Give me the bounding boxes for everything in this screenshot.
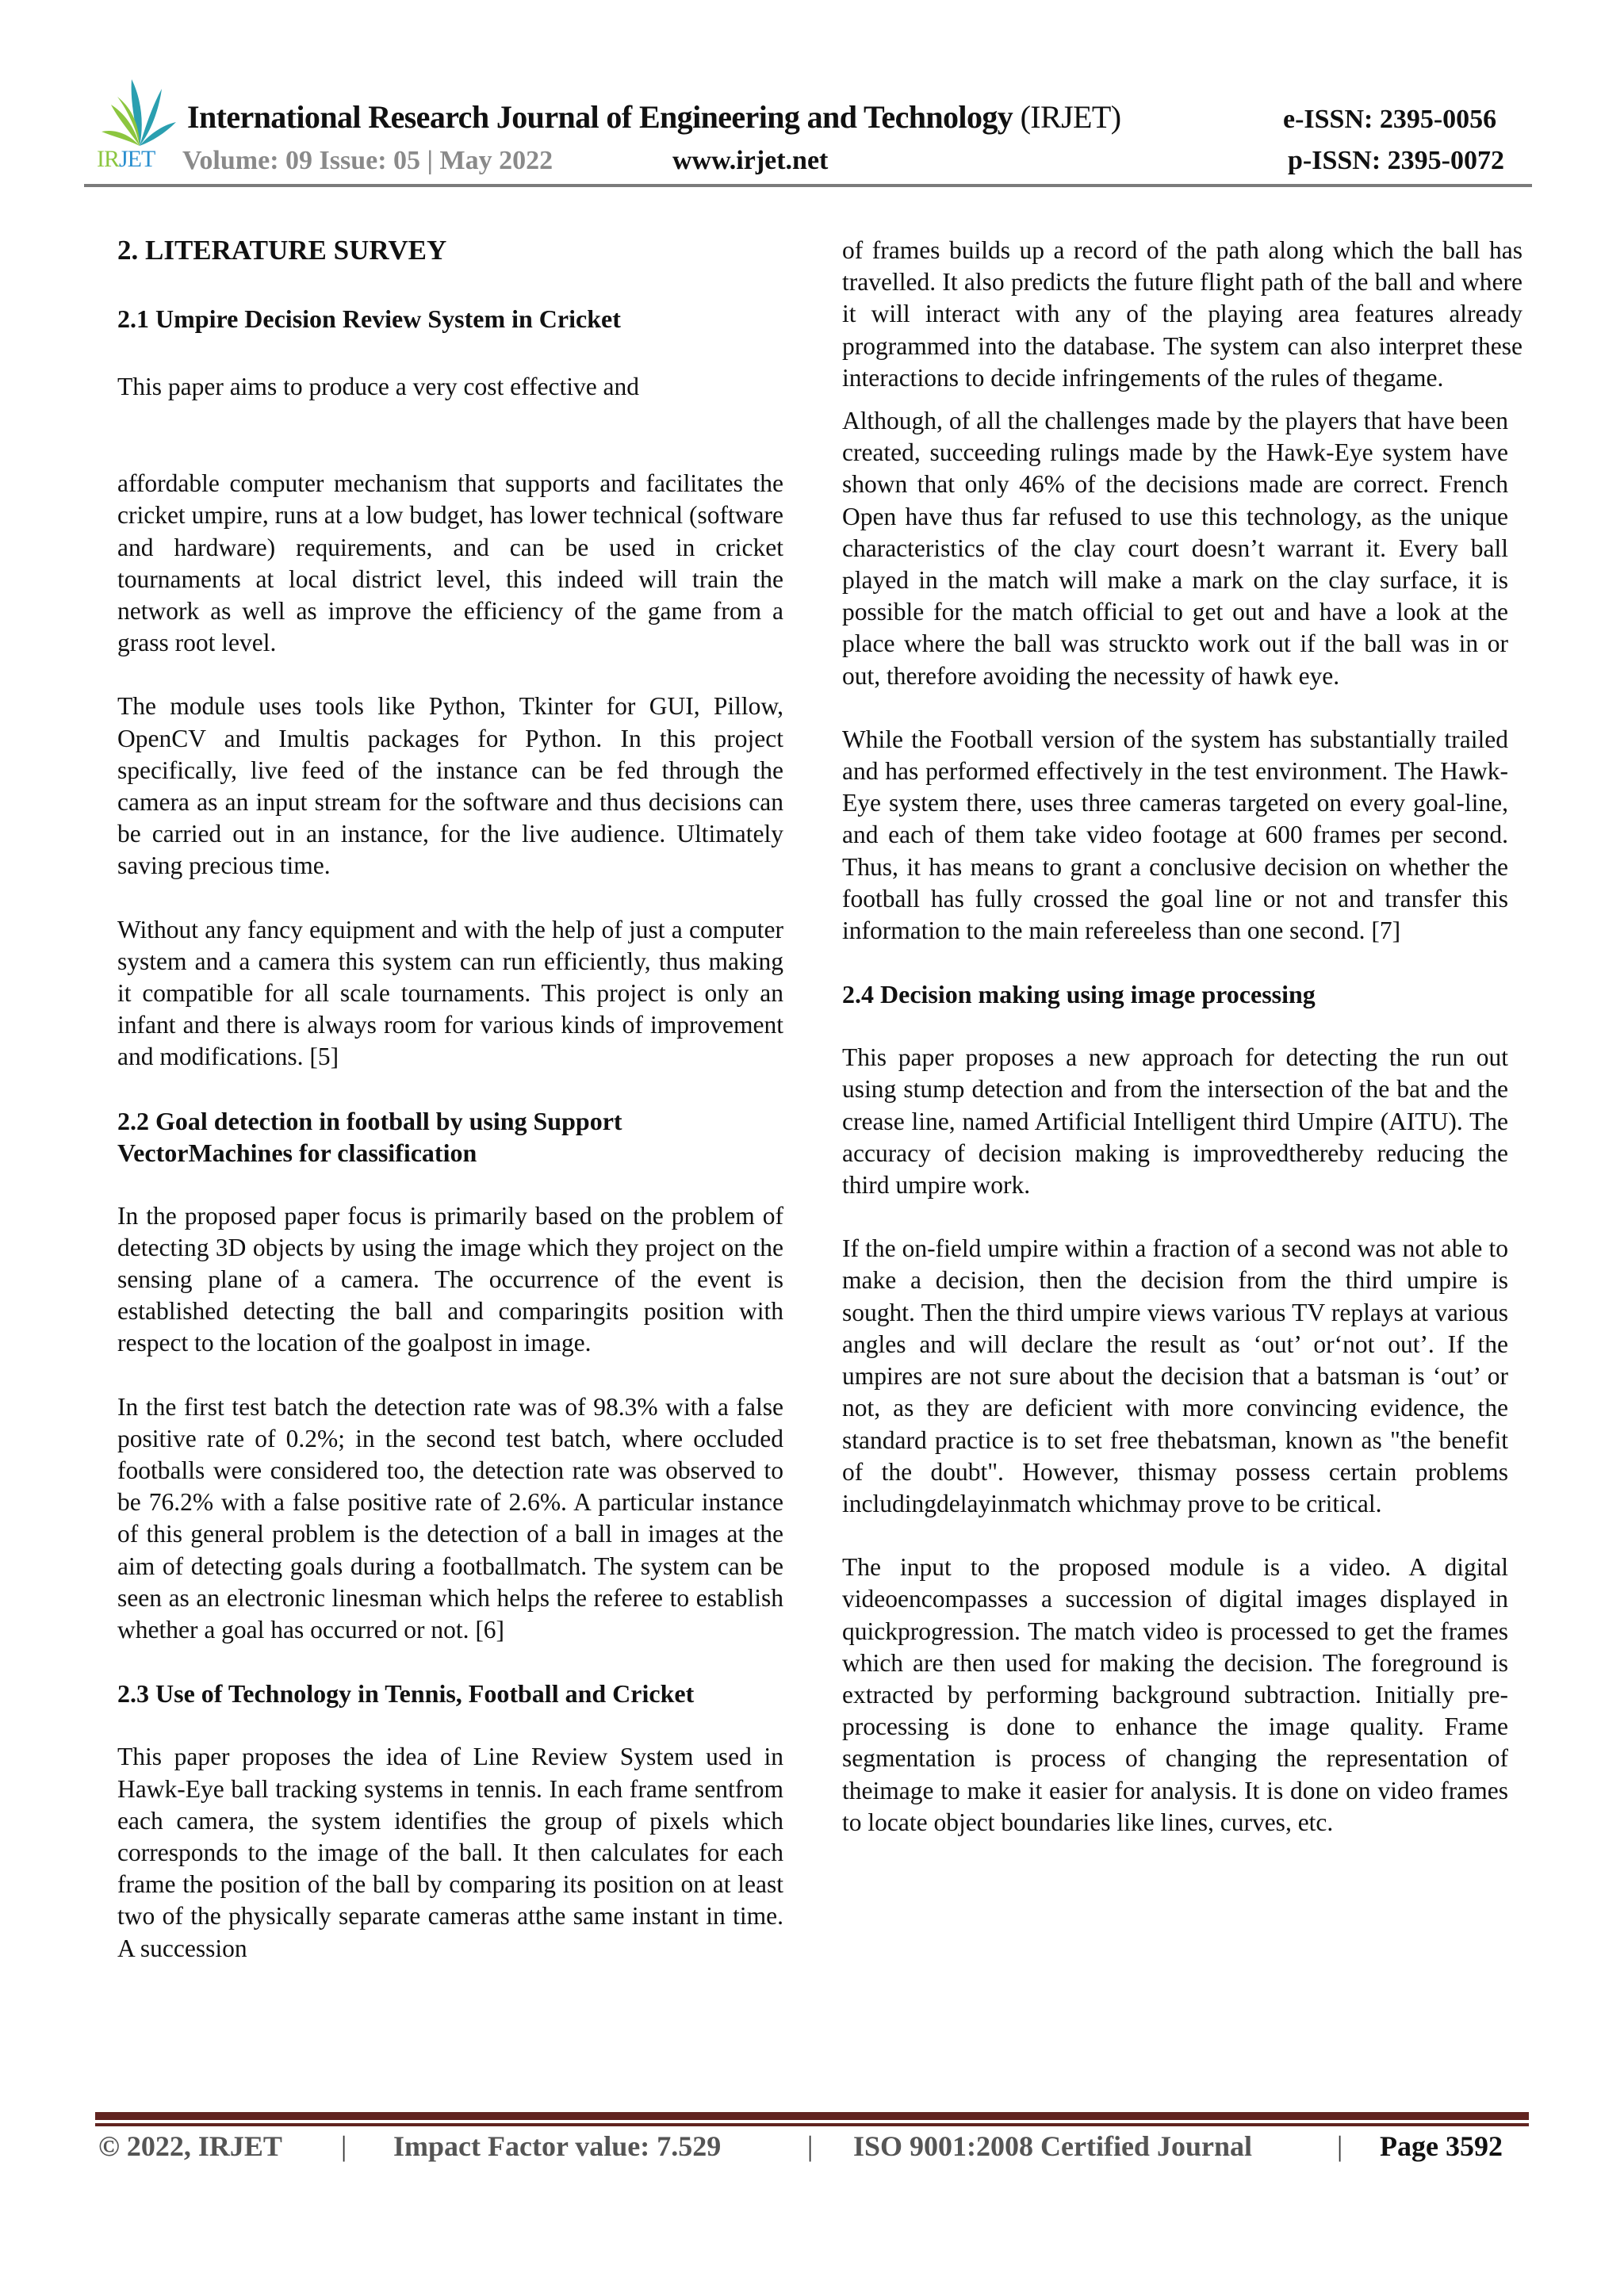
footer-separator: | bbox=[341, 2130, 347, 2162]
volume-issue: Volume: 09 Issue: 05 | May 2022 bbox=[182, 146, 553, 175]
subsection-title-2-1: 2.1 Umpire Decision Review System in Cricket bbox=[117, 304, 621, 333]
footer-separator: | bbox=[807, 2130, 814, 2162]
footer-divider-thin bbox=[95, 2123, 1529, 2126]
paragraph: The input to the proposed module is a video. A digital videoencompasses a succession of digital images displayed in quickprogression. The match video is processed to get the frames which are then used for making the decision. The foreground is extracted by performing background subtraction. Initially pre-processing is done to enhance the image quality. Frame segmentation is process of changing the representation of theimage to make it easier for analysis. It is done on video frames to locate object boundaries like lines, curves, etc. bbox=[842, 1553, 1508, 1836]
e-issn: e-ISSN: 2395-0056 bbox=[1283, 105, 1497, 134]
footer-iso-certification: ISO 9001:2008 Certified Journal bbox=[853, 2130, 1252, 2162]
footer-page-number: Page 3592 bbox=[1380, 2130, 1503, 2162]
paragraph: While the Football version of the system has substantially trailed and has performed effectively in the test environment. The Hawk-Eye system there, uses three cameras targeted on every goal-line, and each of them take video footage at 600 frames per second. Thus, it has means to grant a conclusive decision on whether the football has fully crossed the goal line or not and transfer this information to the main refereeless than one second. [7] bbox=[842, 725, 1508, 945]
paragraph: of frames builds up a record of the path along which the ball has travelled. It also predicts the future flight path of the ball and where it will interact with any of the playing area features already programmed into the database. The system can also interpret these interactions to decide infringements of the rules of thegame. bbox=[842, 236, 1522, 392]
paragraph: affordable computer mechanism that supports and facilitates the cricket umpire, runs at a low budget, has lower technical (software and hardware) requirements, and can be used in cricket tournaments at local district level, this indeed will train the network as well as improve the efficiency of the game from a grass root level. bbox=[117, 469, 783, 657]
page-footer bbox=[98, 2130, 1532, 2169]
subsection-title-2-3: 2.3 Use of Technology in Tennis, Football and Cricket bbox=[117, 1679, 695, 1709]
footer-separator: | bbox=[1337, 2130, 1343, 2162]
journal-header bbox=[94, 76, 1532, 187]
p-issn: p-ISSN: 2395-0072 bbox=[1288, 146, 1504, 175]
paragraph: This paper proposes the idea of Line Review System used in Hawk-Eye ball tracking systems in tennis. In each frame sentfrom each camera, the system identifies the group of pixels which corresponds to the image of the ball. It then calculates for each frame the position of the ball by comparing its position on at least two of the physically separate cameras atthe same instant in time. A succession bbox=[117, 1743, 783, 1962]
paragraph: This paper aims to produce a very cost effective and bbox=[117, 373, 640, 400]
paragraph: The module uses tools like Python, Tkinter for GUI, Pillow, OpenCV and Imultis packages for Python. In this project specifically, live feed of the instance can be fed through the camera as an input stream for the software and thus decisions can be carried out in an instance, for the live audience. Ultimately saving precious time. bbox=[117, 692, 783, 880]
left-column bbox=[117, 235, 783, 1965]
leaf-logo-icon bbox=[100, 76, 179, 147]
logo-wordmark: IRJET bbox=[97, 146, 155, 172]
footer-impact-factor: Impact Factor value: 7.529 bbox=[393, 2130, 722, 2162]
journal-website-link[interactable]: www.irjet.net bbox=[672, 146, 829, 175]
paragraph: Although, of all the challenges made by the players that have been created, succeeding rulings made by the Hawk-Eye system have shown that only 46% of the decisions made are correct. French Open have thus far refused to use this technology, as the unique characteristics of the clay court doesn’t warrant it. Every ball played in the match will make a mark on the clay surface, it is possible for the match official to get out and have a look at the place where the ball was struckto work out if the ball was in or out, therefore avoiding the necessity of hawk eye. bbox=[842, 407, 1508, 690]
paragraph: In the first test batch the detection rate was of 98.3% with a false positive rate of 0.2%; in the second test batch, where occluded footballs were considered too, the detection rate was observed to be 76.2% with a false positive rate of 2.6%. A particular instance of this general problem is the detection of a ball in images at the aim of detecting goals during a footballmatch. The system can be seen as an electronic linesman which helps the referee to establish whether a goal has occurred or not. [6] bbox=[117, 1392, 783, 1644]
paragraph: This paper proposes a new approach for detecting the run out using stump detection and from the intersection of the bat and the crease line, named Artificial Intelligent third Umpire (AITU). The accuracy of decision making is improvedthereby reducing the third umpire work. bbox=[842, 1043, 1508, 1200]
right-column bbox=[842, 235, 1522, 1839]
irjet-logo bbox=[94, 76, 182, 179]
journal-title: International Research Journal of Engineering and Technology (IRJET) bbox=[187, 99, 1121, 135]
paragraph: Without any fancy equipment and with the help of just a computer system and a camera this system can run efficiently, thus making it compatible for all scale tournaments. This project is only an infant and there is always room for various kinds of improvement and modifications. [5] bbox=[117, 915, 783, 1071]
header-divider bbox=[84, 184, 1532, 187]
subsection-title-2-4: 2.4 Decision making using image processing bbox=[842, 980, 1316, 1009]
section-title-literature-survey: 2. LITERATURE SURVEY bbox=[117, 235, 447, 266]
journal-abbreviation: (IRJET) bbox=[1020, 99, 1121, 135]
footer-divider bbox=[95, 2112, 1529, 2120]
paragraph: If the on-field umpire within a fraction of a second was not able to make a decision, then the decision from the third umpire is sought. Then the third umpire views various TV replays at various angles and will declare the result as ‘out’ or‘not out’. If the umpires are not sure about the decision that a batsman is ‘out’ or not, as they are deficient with more convincing evidence, the standard practice is to set free thebatsman, known as "the benefit of the doubt". However, thismay possess certain problems includingdelayinmatch whichmay prove to be critical. bbox=[842, 1234, 1508, 1517]
subsection-title-2-2: 2.2 Goal detection in football by using Support VectorMachines for classification bbox=[117, 1106, 622, 1167]
paragraph: In the proposed paper focus is primarily based on the problem of detecting 3D objects by using the image which they project on the sensing plane of a camera. The occurrence of the event is established detecting the ball and comparingits position with respect to the location of the goalpost in image. bbox=[117, 1201, 783, 1357]
footer-copyright: © 2022, IRJET bbox=[98, 2130, 282, 2162]
